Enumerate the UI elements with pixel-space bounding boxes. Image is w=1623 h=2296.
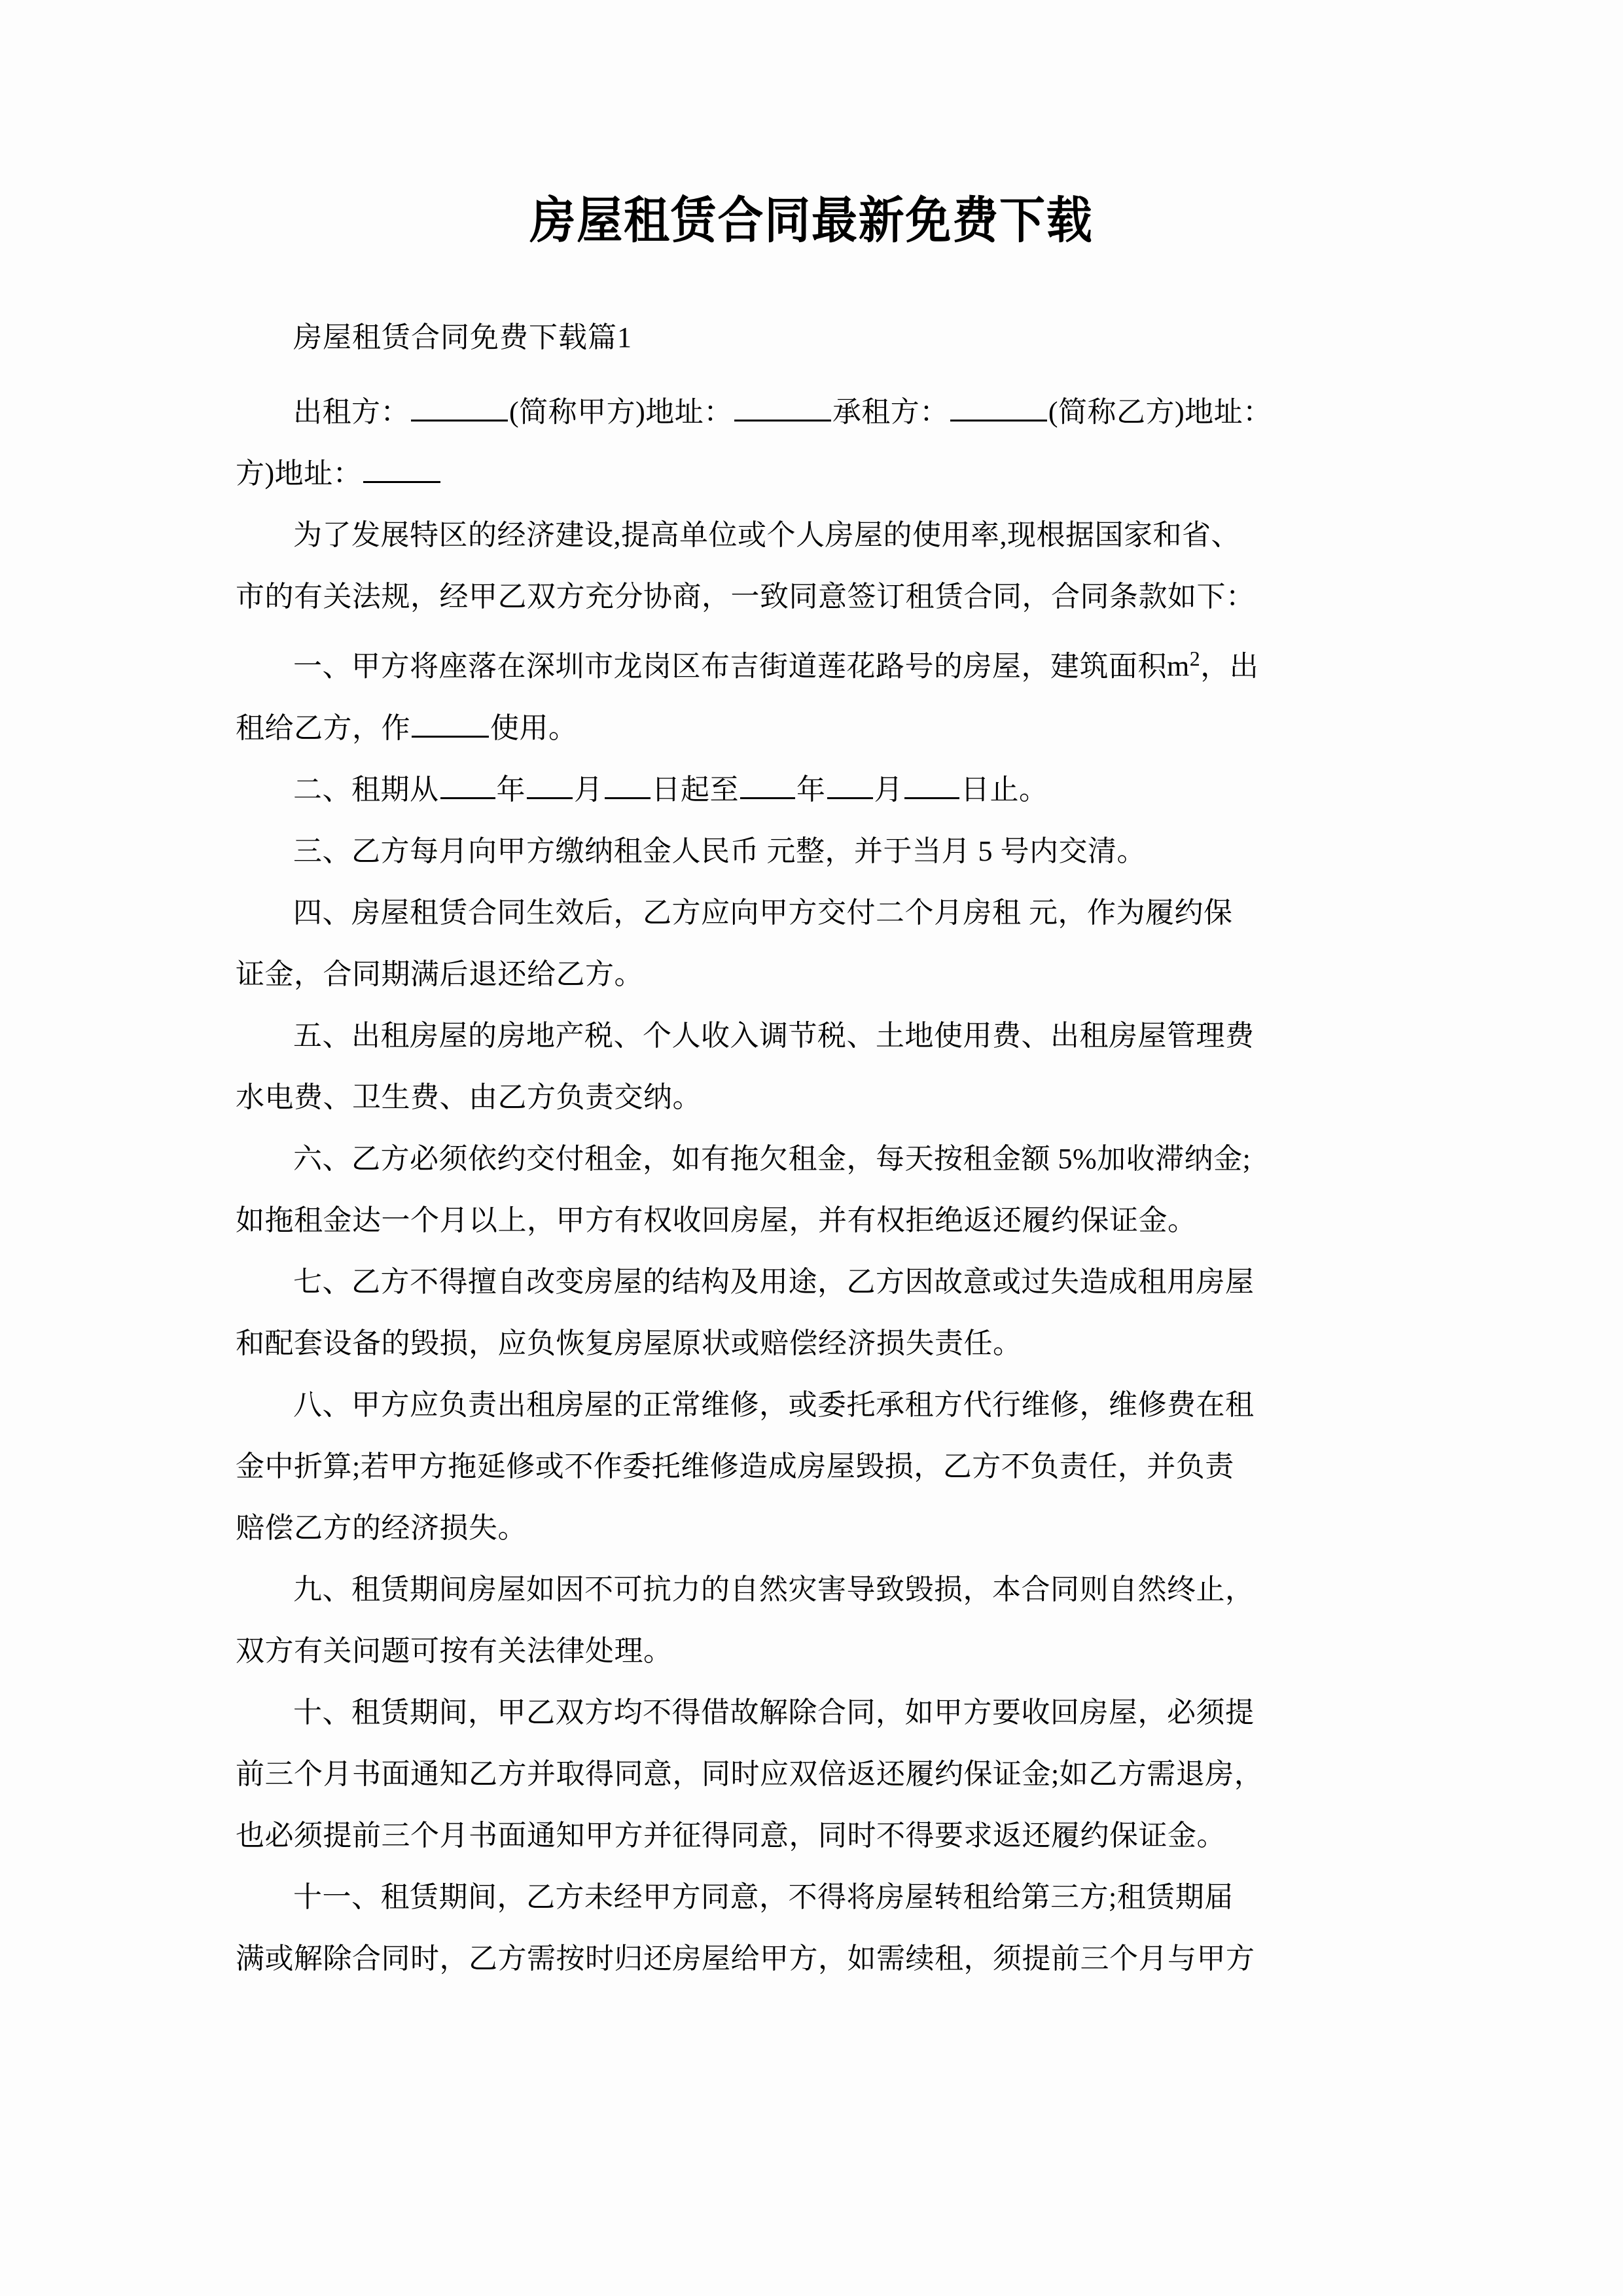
clause-7-line-2: 和配套设备的毁损，应负恢复房屋原状或赔偿经济损失责任。 [236, 1327, 1022, 1359]
clause-2-text-a: 租期从 [351, 773, 439, 806]
clause-2-text-d: 日起至 [651, 773, 739, 806]
lessor-note: (简称甲方)地址： [509, 396, 733, 428]
clause-10-line-3: 也必须提前三个月书面通知甲方并征得同意，同时不得要求返还履约保证金。 [236, 1819, 1226, 1852]
clause-11-line-2: 满或解除合同时，乙方需按时归还房屋给甲方，如需续租，须提前三个月与甲方 [236, 1942, 1255, 1975]
clause-5-line-1 [236, 1007, 1387, 1065]
clause-3-text: 乙方每月向甲方缴纳租金人民币 元整，并于当月 5 号内交清。 [351, 834, 1146, 867]
clause-11-line-1 [236, 1869, 1387, 1926]
lessee-address-blank[interactable] [363, 481, 440, 483]
clause-6-text-a: 乙方必须依约交付租金，如有拖欠租金，每天按租金额 5%加收滞纳金; [351, 1142, 1251, 1175]
section-heading: 房屋租赁合同免费下载篇1 [293, 321, 632, 353]
clause-8-line-2: 金中折算;若甲方拖延修或不作委托维修造成房屋毁损，乙方不负责任，并负责 [236, 1450, 1234, 1482]
clause-10-line-2: 前三个月书面通知乙方并取得同意，同时应双倍返还履约保证金;如乙方需退房， [236, 1757, 1264, 1790]
lessee-note: (简称乙方)地址： [1048, 396, 1272, 428]
clause-2 [236, 761, 1387, 819]
lessor-label: 出租方： [293, 396, 410, 428]
lessor-name-blank[interactable] [411, 420, 508, 422]
clause-10-text-a: 租赁期间，甲乙双方均不得借故解除合同，如甲方要收回房屋，必须提 [351, 1696, 1255, 1729]
clause-9-text-a: 租赁期间房屋如因不可抗力的自然灾害导致毁损，本合同则自然终止， [351, 1573, 1255, 1605]
clause-5-line-2: 水电费、卫生费、由乙方负责交纳。 [236, 1081, 702, 1113]
clause-7-text-a: 乙方不得擅自改变房屋的结构及用途，乙方因故意或过失造成租用房屋 [351, 1265, 1255, 1298]
clause-1-text-d: 使用。 [490, 711, 578, 744]
clause-1-line-1 [236, 630, 1387, 696]
clause-1-area-unit-sup: 2 [1189, 647, 1201, 670]
clause-6-line-2: 如拖租金达一个月以上，甲方有权收回房屋，并有权拒绝返还履约保证金。 [236, 1204, 1197, 1236]
clause-8-line-3: 赔偿乙方的经济损失。 [236, 1511, 527, 1544]
clause-1-text-a: 甲方将座落在深圳市龙岗区布吉街道莲花路号的房屋，建筑面积 [351, 650, 1167, 683]
parties-line-1 [236, 384, 1387, 441]
clause-11-number: 十一、 [293, 1880, 381, 1913]
clause-6-line-1 [236, 1130, 1387, 1188]
clause-2-text-b: 年 [496, 773, 526, 806]
clause-4-text-a: 房屋租赁合同生效后，乙方应向甲方交付二个月房租 元，作为履约保 [351, 896, 1233, 929]
clause-2-text-c: 月 [574, 773, 603, 806]
clause-9-line-1 [236, 1561, 1387, 1619]
clause-8-number: 八、 [293, 1388, 351, 1421]
clause-10-number: 十、 [293, 1696, 351, 1729]
clause-5-number: 五、 [293, 1019, 351, 1052]
parties-line-2 [236, 445, 1387, 503]
clause-2-end-year-blank[interactable] [740, 797, 795, 799]
clause-9-number: 九、 [293, 1573, 351, 1605]
clause-2-number: 二、 [293, 773, 351, 806]
clause-3-number: 三、 [293, 834, 351, 867]
clause-2-start-month-blank[interactable] [527, 797, 573, 799]
clause-2-end-day-blank[interactable] [904, 797, 959, 799]
clause-1-text-b: ，出 [1200, 650, 1259, 683]
clause-8-text-a: 甲方应负责出租房屋的正常维修，或委托承租方代行维修，维修费在租 [351, 1388, 1255, 1421]
clause-4-number: 四、 [293, 896, 351, 929]
clause-4-line-2: 证金，合同期满后退还给乙方。 [236, 958, 643, 990]
clause-7-number: 七、 [293, 1265, 351, 1298]
clause-4-line-1 [236, 884, 1387, 942]
clause-2-start-day-blank[interactable] [605, 797, 651, 799]
clause-1-usage-blank[interactable] [412, 736, 489, 738]
clause-6-number: 六、 [293, 1142, 351, 1175]
clause-2-end-month-blank[interactable] [827, 797, 873, 799]
clause-1-line-2 [236, 700, 1387, 757]
clause-7-line-1 [236, 1253, 1387, 1311]
preamble-line-1: 为了发展特区的经济建设,提高单位或个人房屋的使用率,现根据国家和省、 [293, 519, 1240, 551]
clause-2-text-e: 年 [796, 773, 826, 806]
clause-3 [236, 823, 1387, 880]
clause-2-text-f: 月 [874, 773, 903, 806]
lessor-address-blank[interactable] [734, 420, 831, 422]
clause-11-text-a: 租赁期间，乙方未经甲方同意，不得将房屋转租给第三方;租赁期届 [380, 1880, 1234, 1913]
clause-9-line-2: 双方有关问题可按有关法律处理。 [236, 1634, 673, 1667]
clause-1-text-c: 租给乙方，作 [236, 711, 410, 744]
lessee-name-blank[interactable] [950, 420, 1047, 422]
clause-10-line-1 [236, 1684, 1387, 1742]
lessee-label: 承租方： [832, 396, 949, 428]
preamble-line-2: 市的有关法规，经甲乙双方充分协商，一致同意签订租赁合同，合同条款如下： [236, 581, 1255, 613]
clause-2-text-g: 日止。 [961, 773, 1048, 806]
clause-1-area-unit: m [1167, 650, 1190, 683]
clause-2-start-year-blank[interactable] [440, 797, 495, 799]
lessee-address-prefix: 方)地址： [236, 457, 363, 490]
clause-8-line-1 [236, 1376, 1387, 1434]
page-title: 房屋租赁合同最新免费下载 [529, 193, 1094, 249]
clause-5-text-a: 出租房屋的房地产税、个人收入调节税、土地使用费、出租房屋管理费 [351, 1019, 1255, 1052]
clause-1-number: 一、 [293, 650, 351, 683]
